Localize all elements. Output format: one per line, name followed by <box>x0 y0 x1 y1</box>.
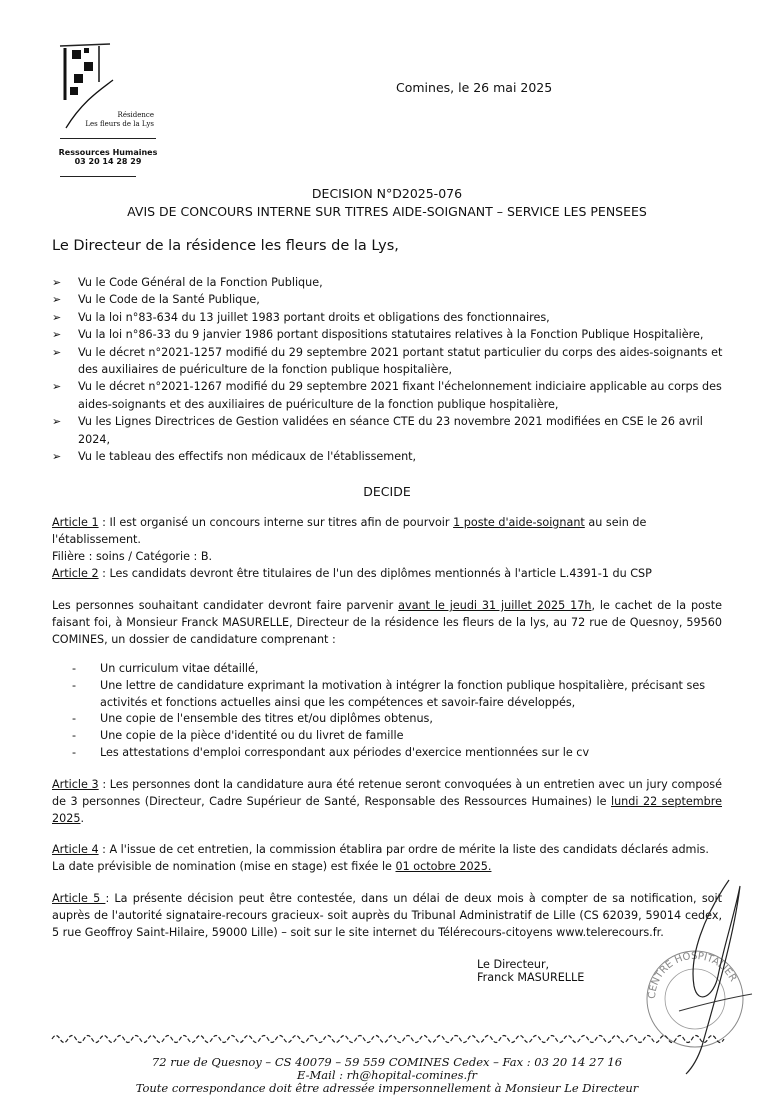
article-4: Article 4 : A l'issue de cet entretien, la commission établira par ordre de mérite la liste des candidats déclarés admis. La date prévisible de nomination (mise en stage) est fixée le 01 octobre 2025. <box>52 843 709 873</box>
arrow-bullet-icon: ➢ <box>52 345 62 359</box>
list-item: ➢ Vu le Code de la Santé Publique, <box>52 291 732 308</box>
interview-date: lundi 22 septembre 2025 <box>52 794 722 825</box>
dossier-list <box>72 661 722 762</box>
decide-heading: DECIDE <box>363 484 411 499</box>
list-item: - Une copie de la pièce d'identité ou du livret de famille <box>72 729 404 743</box>
article-1: Article 1 : Il est organisé un concours interne sur titres afin de pourvoir 1 poste d'aide-soignant au sein de l'établissement. Filière : soins / Catégorie : B. <box>52 516 647 563</box>
deadline: avant le jeudi 31 juillet 2025 17h <box>398 599 592 612</box>
arrow-bullet-icon: ➢ <box>52 310 62 324</box>
signatory-title: Le Directeur, <box>477 958 550 971</box>
arrow-bullet-icon: ➢ <box>52 415 62 429</box>
article-4-label: Article 4 <box>52 843 99 856</box>
logo-text-line-1: Résidence <box>117 111 154 119</box>
signatory-name: Franck MASURELLE <box>477 971 585 984</box>
hr-title: Ressources Humaines <box>58 148 158 157</box>
arrow-bullet-icon: ➢ <box>52 293 62 307</box>
arrow-bullet-icon: ➢ <box>52 450 62 464</box>
footer-address: 72 rue de Quesnoy – CS 40079 – 59 559 COMINES Cedex – Fax : 03 20 14 27 16 <box>151 1055 623 1069</box>
director-line: Le Directeur de la résidence les fleurs de la Lys, <box>52 238 399 254</box>
list-item: - Un curriculum vitae détaillé, <box>72 662 259 675</box>
list-item: ➢ Vu le Code Général de la Fonction Publique, <box>52 274 732 291</box>
arrow-bullet-icon: ➢ <box>52 380 62 394</box>
arrow-bullet-icon: ➢ <box>52 276 62 289</box>
arrow-bullet-icon: ➢ <box>52 328 62 342</box>
article-3: Article 3 : Les personnes dont la candidature aura été retenue seront convoquées à un entretien avec un jury composé de 3 personnes (Directeur, Cadre Supérieur de Santé, Responsable des Ressources Humaines) le lundi 22 septembre 2025. <box>52 778 722 825</box>
article-3-label: Article 3 <box>52 778 99 791</box>
list-item: - Une copie de l'ensemble des titres et/ou diplômes obtenus, <box>72 712 433 726</box>
place-date: Comines, le 26 mai 2025 <box>396 80 553 95</box>
list-item: ➢ Vu la loi n°83-634 du 13 juillet 1983 portant droits et obligations des fonctionnaires, <box>52 309 732 326</box>
article-1-label: Article 1 <box>52 516 99 529</box>
list-item: ➢ Vu le décret n°2021-1257 modifié du 29 septembre 2021 portant statut particulier du corps des aides-soignants et des auxiliaires de puériculture de la fonction publique hospitalière, <box>52 345 723 377</box>
footer-email: E-Mail : rh@hopital-comines.fr <box>297 1068 477 1082</box>
list-item: ➢ Vu la loi n°86-33 du 9 janvier 1986 portant dispositions statutaires relatives à la Fonction Publique Hospitalière, <box>52 326 732 343</box>
vu-list <box>52 274 732 465</box>
stamp-text: CENTRE HOSPITALIER <box>646 950 739 1000</box>
list-item: ➢ Vu le décret n°2021-1267 modifié du 29 septembre 2021 fixant l'échelonnement indiciaire applicable au corps des aides-soignants et des auxiliaires de puériculture de la fonction publique hospitalière, <box>52 380 722 411</box>
handwritten-signature <box>674 876 754 1076</box>
nomination-date: 01 octobre 2025. <box>395 859 492 873</box>
article-2: Article 2 : Les candidats devront être titulaires de l'un des diplômes mentionnés à l'article L.4391-1 du CSP <box>52 567 652 580</box>
decision-number: DECISION N°D2025-076 <box>311 186 463 201</box>
logo-divider <box>60 138 156 139</box>
post-count: 1 poste d'aide-soignant <box>453 516 585 529</box>
hr-divider <box>60 176 136 177</box>
hr-phone: 03 20 14 28 29 <box>74 157 142 166</box>
article-2-label: Article 2 <box>52 567 99 580</box>
list-item: ➢ Vu le tableau des effectifs non médicaux de l'établissement, <box>52 448 732 465</box>
hr-contact <box>58 148 158 166</box>
list-item: - Une lettre de candidature exprimant la motivation à intégrer la fonction publique hospitalière, précisant ses activités et fonctions actuelles ainsi que les compétences et savoir-faire développés, <box>72 678 706 709</box>
list-item: - Les attestations d'emploi correspondant aux périodes d'exercice mentionnées sur le cv <box>72 745 590 759</box>
footer-wave-divider <box>52 1032 732 1046</box>
footer-notice: Toute correspondance doit être adressée impersonnellement à Monsieur Le Directeur <box>135 1081 639 1095</box>
decision-subject: AVIS DE CONCOURS INTERNE SUR TITRES AIDE-SOIGNANT – SERVICE LES PENSEES <box>127 204 647 219</box>
signature-block <box>477 958 584 984</box>
article-5: Article 5 : La présente décision peut être contestée, dans un délai de deux mois à compter de sa notification, soit auprès de l'autorité signataire-recours gracieux- soit auprès du Tribunal Administratif de Lille (CS 62039, 59014 cedex, 5 rue Geoffroy Saint-Hilaire, 59000 Lille) – soit sur le site internet du Télérecours-citoyens www.telerecours.fr. <box>52 892 722 939</box>
logo-text-line-2: Les fleurs de la Lys <box>85 120 154 128</box>
residence-logo <box>58 40 158 140</box>
article-5-label: Article 5 <box>52 892 106 905</box>
footer <box>0 1056 774 1095</box>
list-item: ➢ Vu les Lignes Directrices de Gestion validées en séance CTE du 23 novembre 2021 modifiées en CSE le 26 avril 2024, <box>52 415 703 446</box>
article-1-line2: Filière : soins / Catégorie : B. <box>52 549 213 563</box>
candidacy-paragraph: Les personnes souhaitant candidater devront faire parvenir avant le jeudi 31 juillet 2025 17h, le cachet de la poste faisant foi, à Monsieur Franck MASURELLE, Directeur de la résidence les fleurs de la lys, au 72 rue de Quesnoy, 59560 COMINES, un dossier de candidature comprenant : <box>52 599 722 646</box>
